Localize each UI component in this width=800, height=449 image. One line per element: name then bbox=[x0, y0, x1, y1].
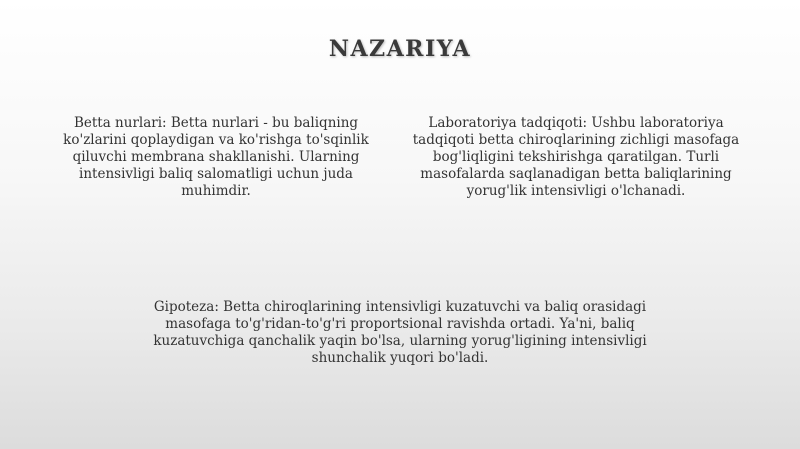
slide-title: NAZARIYA bbox=[328, 36, 472, 62]
betta-rays-paragraph: Betta nurlari: Betta nurlari - bu baliqning ko'zlarini qoplaydigan va ko'rishga to'sqinlik qiluvchi membrana shakllanishi. Ularning intensivligi baliq salomatligi uchun juda muhimdir. bbox=[63, 115, 369, 199]
lab-study-paragraph: Laboratoriya tadqiqoti: Ushbu laboratoriya tadqiqoti betta chiroqlarining zichligi masofaga bog'liqligini tekshirishga qaratilgan. Turli masofalarda saqlanadigan betta baliqlarining yorug'lik intensivligi o'lchanadi. bbox=[412, 115, 740, 199]
hypothesis-paragraph: Gipoteza: Betta chiroqlarining intensivligi kuzatuvchi va baliq orasidagi masofaga to'g'ridan-to'g'ri proportsional ravishda ortadi. Ya'ni, baliq kuzatuvchiga qanchalik yaqin bo'lsa, ularning yorug'ligining intensivligi shunchalik yuqori bo'ladi. bbox=[153, 299, 647, 366]
